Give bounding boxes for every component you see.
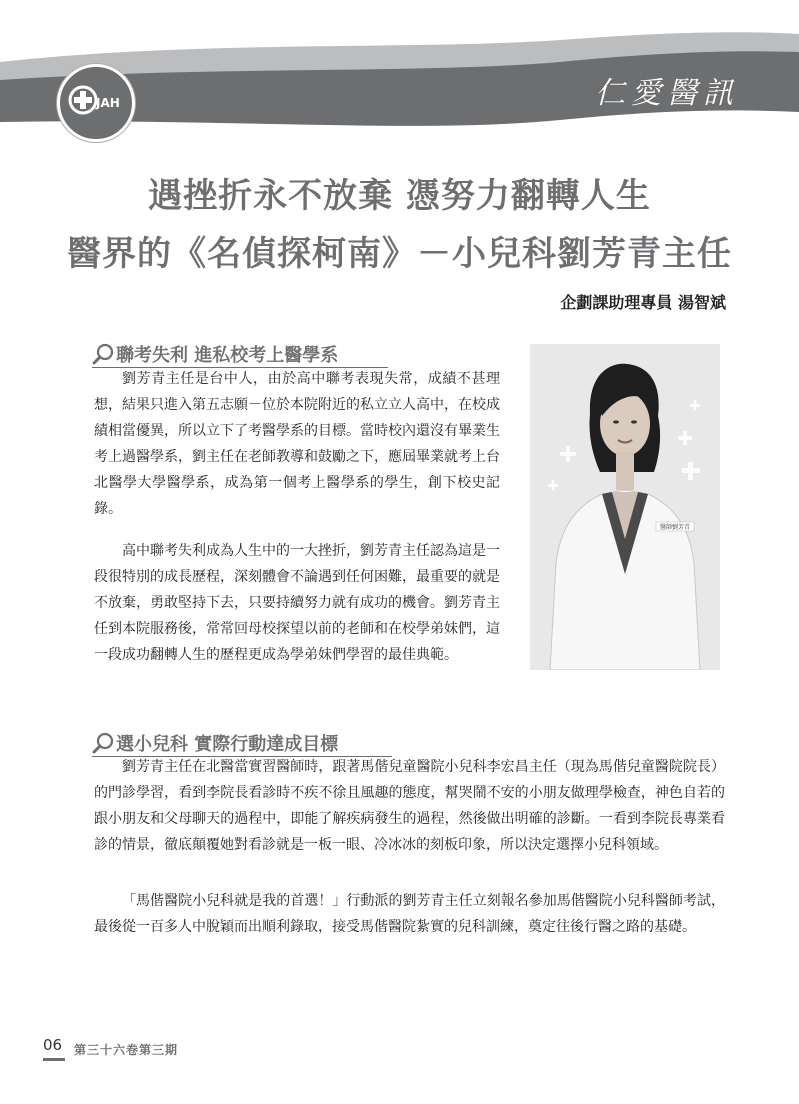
- section-heading-text: 聯考失利 進私校考上醫學系: [116, 345, 339, 366]
- paragraph: 劉芳青主任是台中人，由於高中聯考表現失常，成績不甚理想，結果只進入第五志願－位於本院附近的私立立人高中，在校成績相當優異，所以立下了考醫學系的目標。當時校內還沒有畢業生考上過醫學系，劉主任在老師教導和鼓勵之下，應屆畢業就考上台北醫學大學醫學系，成為第一個考上醫學系的學生，創下校史記錄。: [94, 371, 500, 517]
- doctor-photo: [530, 344, 720, 670]
- paragraph: 劉芳青主任在北醫當實習醫師時，跟著馬偕兒童醫院小兒科李宏昌主任（現為馬偕兒童醫院院長）的門診學習，看到李院長看診時不疾不徐且風趣的態度，幫哭鬧不安的小朋友做理學檢查，神色自若的跟小朋友和父母聊天的過程中，即能了解疾病發生的過程，然後做出明確的診斷。一看到李院長專業看診的情景，徹底顛覆她對看診就是一板一眼、冷冰冰的刻板印象，所以決定選擇小兒科領域。: [94, 759, 725, 853]
- section-heading: [92, 730, 392, 757]
- magnifier-icon: [92, 343, 114, 365]
- doctor-portrait-illustration: [530, 344, 720, 670]
- brand-title: 仁愛醫訊: [595, 76, 739, 111]
- footer-divider: [43, 1058, 65, 1061]
- page-number: 06: [43, 1036, 63, 1054]
- logo-text: JAH: [96, 96, 120, 110]
- article-title-line1: 遇挫折永不放棄 憑努力翻轉人生: [148, 176, 651, 216]
- magnifier-icon: [92, 732, 114, 754]
- section-heading-text: 選小兒科 實際行動達成目標: [116, 734, 339, 755]
- section-heading: [92, 341, 388, 368]
- byline: 企劃課助理專員 湯智斌: [560, 293, 726, 312]
- paragraph: 高中聯考失利成為人生中的一大挫折，劉芳青主任認為這是一段很特別的成長歷程，深刻體會不論遇到任何困難，最重要的就是不放棄，勇敢堅持下去，只要持續努力就有成功的機會。劉芳青主任到本院服務後，常常回母校探望以前的老師和在校學弟妹們，這一段成功翻轉人生的歷程更成為學弟妹們學習的最佳典範。: [94, 543, 500, 663]
- hospital-logo: [57, 64, 135, 142]
- issue-label: 第三十六卷第三期: [74, 1043, 179, 1057]
- plus-cross-icon: [68, 85, 98, 115]
- coat-label: 醫師劉芳青: [659, 524, 691, 531]
- paragraph: 「馬偕醫院小兒科就是我的首選！」行動派的劉芳青主任立刻報名參加馬偕醫院小兒科醫師考試，最後從一百多人中脫穎而出順利錄取，接受馬偕醫院紮實的兒科訓練，奠定往後行醫之路的基礎。: [94, 893, 725, 935]
- article-title-line2: 醫界的《名偵探柯南》－小兒科劉芳青主任: [67, 234, 732, 274]
